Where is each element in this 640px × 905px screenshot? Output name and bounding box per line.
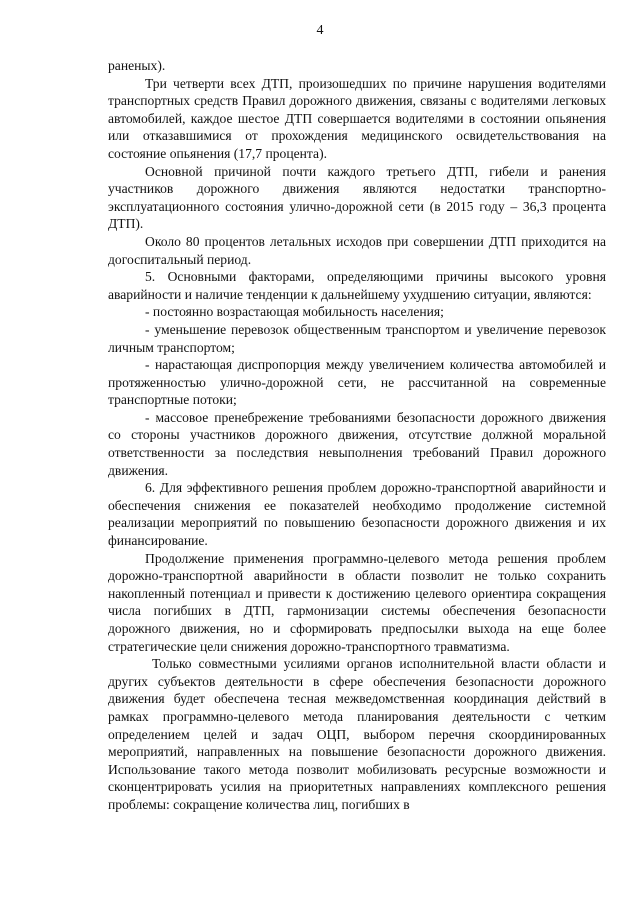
paragraph-drunk-drivers: Три четверти всех ДТП, произошедших по причине нарушения водителями транспортных средств Правил дорожного движения, связаны с водителями легковых автомобилей, каждое шестое ДТП совершается водителями в состоянии опьянения или отказавшимися от прохождения медицинского освидетельствования на состояние опьянения (17,7 процента). (108, 75, 606, 161)
paragraph-section-5: 5. Основными факторами, определяющими причины высокого уровня аварийности и наличие тенденции к дальнейшему ухудшению ситуации, являются: (108, 269, 606, 302)
list-item-disproportion: - нарастающая диспропорция между увеличением количества автомобилей и протяженностью улично-дорожной сети, не рассчитанной на современные транспортные потоки; (108, 357, 606, 408)
paragraph-road-conditions: Основной причиной почти каждого третьего ДТП, гибели и ранения участников дорожного движения являются недостатки транспортно-эксплуатационного состояния улично-дорожной сети (в 2015 году – 36,3 процента ДТП). (108, 163, 606, 232)
page-number: 4 (316, 23, 324, 38)
paragraph-section-6: 6. Для эффективного решения проблем дорожно-транспортной аварийности и обеспечения снижения ее показателей необходимо продолжение системной реализации мероприятий по повышению безопасности дорожного движения и их финансирование. (108, 480, 606, 549)
paragraph-continuation: раненых). (108, 58, 166, 73)
document-body (108, 57, 606, 814)
list-item-neglect: - массовое пренебрежение требованиями безопасности дорожного движения со стороны участников дорожного движения, отсутствие должной моральной ответственности за последствия невыполнения требований Правил дорожного движения. (108, 409, 606, 478)
paragraph-joint-efforts: Только совместными усилиями органов исполнительной власти области и других субъектов деятельности в сфере обеспечения безопасности дорожного движения будет обеспечена тесная межведомственная координация действий в рамках программно-целевого метода планирования деятельности с четким определением целей и задач ОЦП, выбором перечня скоординированных мероприятий, направленных на повышение безопасности дорожного движения. Использование такого метода позволит мобилизовать ресурсные возможности и сконцентрировать усилия на приоритетных направлениях комплексного решения проблемы: сокращение количества лиц, погибших в (108, 656, 606, 812)
list-item-mobility: - постоянно возрастающая мобильность населения; (145, 304, 444, 320)
paragraph-program-method: Продолжение применения программно-целевого метода решения проблем дорожно-транспортной аварийности в области позволит не только сохранить накопленный потенциал и привести к достижению целевого ориентира сокращения числа погибших в ДТП, гармонизации системы обеспечения безопасности дорожного движения, но и сформировать предпосылки выхода на еще более стратегические цели снижения дорожно-транспортного травматизма. (108, 550, 606, 654)
paragraph-prehospital: Около 80 процентов летальных исходов при совершении ДТП приходится на догоспитальный период. (108, 233, 606, 267)
list-item-public-transport: - уменьшение перевозок общественным транспортом и увеличение перевозок личным транспортом; (108, 321, 606, 355)
